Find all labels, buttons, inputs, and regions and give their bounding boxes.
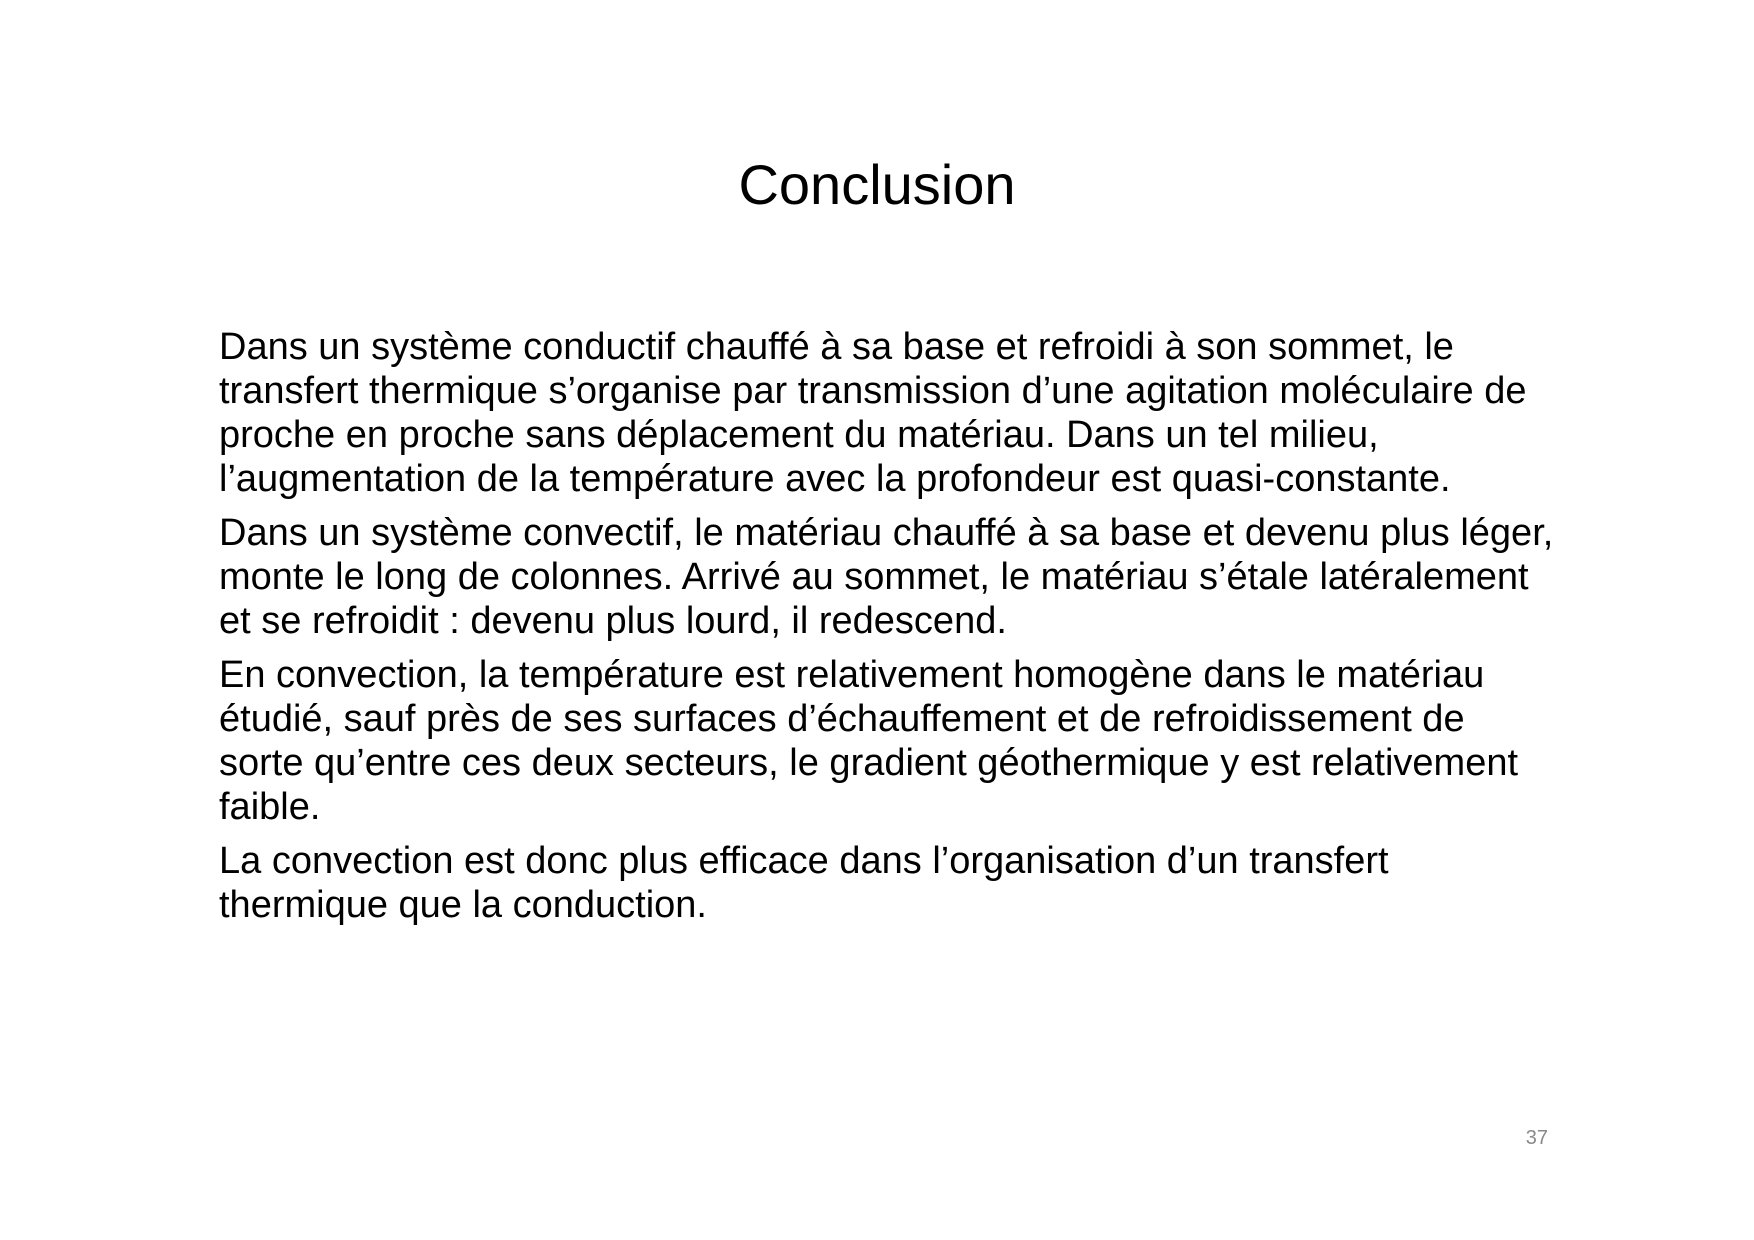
paragraph-efficiency: La convection est donc plus efficace dans l’organisation d’un transfert thermique que la conduction.	[219, 840, 1389, 926]
paragraph-temperature: En convection, la température est relativement homogène dans le matériau étudié, sauf près de ses surfaces d’échauffement et de refroidissement de sorte qu’entre ces deux secteurs, le gradient géothermique y est relativement faible.	[219, 654, 1519, 828]
slide-body	[219, 325, 1559, 937]
paragraph-convection: Dans un système convectif, le matériau chauffé à sa base et devenu plus léger, monte le long de colonnes. Arrivé au sommet, le matériau s’étale latéralement et se refroidit : devenu plus lourd, il redescend.	[219, 512, 1554, 642]
paragraph-conduction: Dans un système conductif chauffé à sa base et refroidi à son sommet, le transfert thermique s’organise par transmission d’une agitation moléculaire de proche en proche sans déplacement du matériau. Dans un tel milieu, l’augmentation de la température avec la profondeur est quasi-constante.	[219, 326, 1527, 500]
page-number: 37	[1525, 1127, 1548, 1149]
slide-title: Conclusion	[738, 153, 1016, 216]
